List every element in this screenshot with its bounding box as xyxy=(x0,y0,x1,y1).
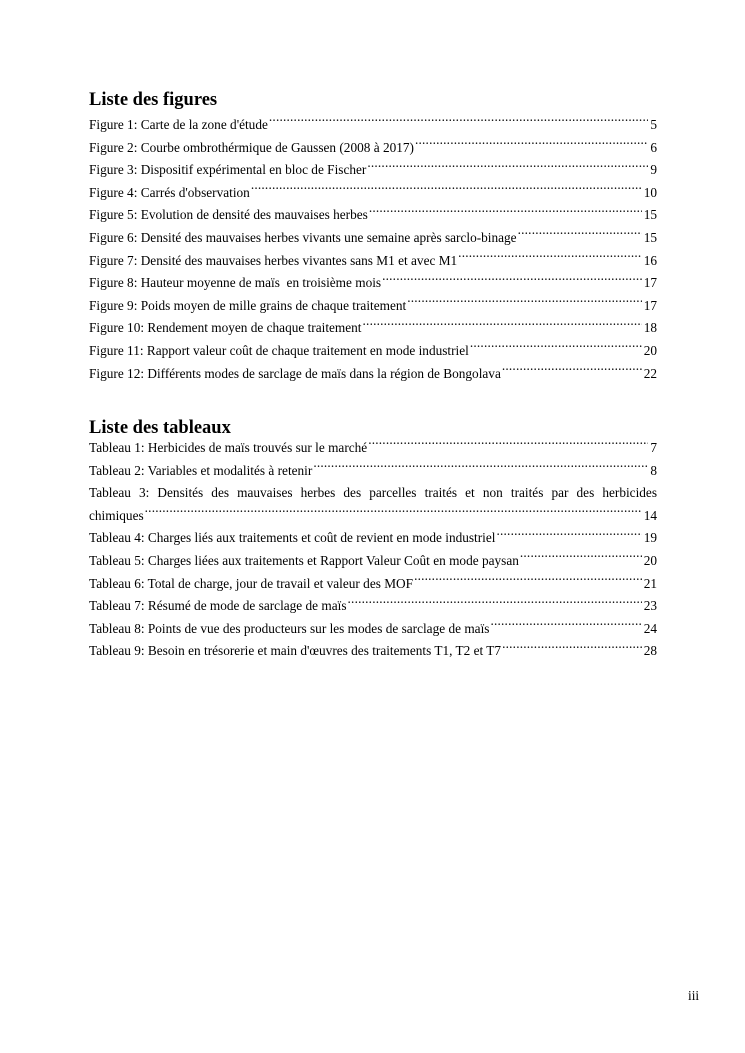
toc-entry-figure-5[interactable] xyxy=(89,204,657,227)
dot-leader xyxy=(369,206,642,219)
toc-entry-label: Figure 10: Rendement moyen de chaque traitement xyxy=(89,320,362,336)
toc-entry-page: 7 xyxy=(650,440,657,455)
dot-leader xyxy=(367,161,648,174)
toc-entry-figure-1[interactable] xyxy=(89,114,657,137)
toc-entry-label: Figure 11: Rapport valeur coût de chaque traitement en mode industriel xyxy=(89,342,469,358)
dot-leader xyxy=(269,116,648,129)
toc-entry-label: Figure 8: Hauteur moyenne de maïs en troisième mois xyxy=(89,275,382,291)
dot-leader xyxy=(363,319,642,332)
toc-entry-figure-12[interactable] xyxy=(89,363,657,386)
toc-entry-label: Tableau 4: Charges liés aux traitements et coût de revient en mode industriel xyxy=(89,530,496,546)
dot-leader xyxy=(518,229,642,242)
toc-entry-label: Figure 6: Densité des mauvaises herbes vivants une semaine après sarclo-binage xyxy=(89,229,517,245)
tables-list-title: Liste des tableaux xyxy=(89,418,231,438)
toc-entry-label: Tableau 9: Besoin en trésorerie et main d'œuvres des traitements T1, T2 et T7 xyxy=(89,643,502,659)
toc-entry-table-5[interactable] xyxy=(89,550,657,573)
dot-leader xyxy=(415,138,648,151)
toc-entry-page: 15 xyxy=(643,207,657,223)
toc-entry-table-3[interactable] xyxy=(89,482,657,527)
toc-entry-label: Figure 3: Dispositif expérimental en bloc de Fischer xyxy=(89,162,367,178)
toc-entry-page: 21 xyxy=(643,575,657,591)
toc-entry-label: Tableau 7: Résumé de mode de sarclage de maïs xyxy=(89,598,347,614)
toc-entry-page: 18 xyxy=(643,320,657,336)
toc-entry-label-line2: chimiques xyxy=(89,507,144,523)
toc-entry-label: Tableau 6: Total de charge, jour de travail et valeur des MOF xyxy=(89,575,414,591)
toc-entry-page: 28 xyxy=(643,643,657,659)
dot-leader xyxy=(470,342,642,355)
dot-leader xyxy=(368,439,648,452)
toc-entry-page: 5 xyxy=(650,117,657,132)
toc-entry-label: Figure 5: Evolution de densité des mauvaises herbes xyxy=(89,207,368,223)
toc-entry-page: 19 xyxy=(643,530,657,546)
toc-entry-table-6[interactable] xyxy=(89,573,657,596)
toc-entry-figure-8[interactable] xyxy=(89,272,657,295)
toc-entry-page: 24 xyxy=(643,620,657,636)
toc-entry-page: 15 xyxy=(643,229,657,245)
toc-entry-page: 10 xyxy=(643,184,657,200)
toc-entry-figure-7[interactable] xyxy=(89,250,657,273)
toc-entry-label: Figure 7: Densité des mauvaises herbes vivantes sans M1 et avec M1 xyxy=(89,252,458,268)
dot-leader xyxy=(145,506,642,519)
toc-entry-page: 23 xyxy=(643,598,657,614)
toc-entry-page: 6 xyxy=(650,139,657,155)
toc-entry-figure-9[interactable] xyxy=(89,295,657,318)
toc-entry-label: Tableau 1: Herbicides de maïs trouvés sur le marché xyxy=(89,440,368,455)
page-number: iii xyxy=(688,988,700,1003)
toc-entry-page: 22 xyxy=(643,365,657,381)
toc-entry-figure-10[interactable] xyxy=(89,317,657,340)
toc-entry-label: Tableau 8: Points de vue des producteurs sur les modes de sarclage de maïs xyxy=(89,620,490,636)
toc-entry-figure-4[interactable] xyxy=(89,182,657,205)
toc-entry-label-line1: Tableau 3: Densités des mauvaises herbes des parcelles traités et non traités par des herbicides xyxy=(89,485,657,501)
toc-entry-table-4[interactable] xyxy=(89,527,657,550)
toc-entry-label: Tableau 2: Variables et modalités à retenir xyxy=(89,462,313,478)
toc-entry-page: 16 xyxy=(643,252,657,268)
dot-leader xyxy=(458,251,642,264)
toc-entry-figure-3[interactable] xyxy=(89,159,657,182)
toc-entry-page: 9 xyxy=(650,162,657,178)
toc-entry-page: 17 xyxy=(643,297,657,313)
dot-leader xyxy=(496,529,641,542)
toc-entry-table-1[interactable] xyxy=(89,437,657,460)
dot-leader xyxy=(407,296,641,309)
dot-leader xyxy=(382,274,642,287)
figures-list xyxy=(89,114,657,385)
dot-leader xyxy=(490,619,641,632)
toc-entry-label: Figure 9: Poids moyen de mille grains de chaque traitement xyxy=(89,297,407,313)
toc-entry-label: Figure 12: Différents modes de sarclage de maïs dans la région de Bongolava xyxy=(89,365,501,381)
toc-entry-figure-6[interactable] xyxy=(89,227,657,250)
dot-leader xyxy=(251,183,642,196)
tables-list xyxy=(89,437,657,663)
toc-entry-label: Figure 4: Carrés d'observation xyxy=(89,184,250,200)
dot-leader xyxy=(502,364,642,377)
toc-entry-label: Figure 2: Courbe ombrothérmique de Gaussen (2008 à 2017) xyxy=(89,139,414,155)
toc-entry-page: 14 xyxy=(643,507,657,523)
toc-entry-table-7[interactable] xyxy=(89,595,657,618)
toc-entry-page: 20 xyxy=(643,552,657,568)
toc-entry-page: 8 xyxy=(650,462,657,478)
toc-entry-table-8[interactable] xyxy=(89,618,657,641)
toc-entry-label: Tableau 5: Charges liées aux traitements et Rapport Valeur Coût en mode paysan xyxy=(89,552,519,568)
dot-leader xyxy=(502,642,642,655)
toc-entry-page: 20 xyxy=(643,342,657,358)
toc-entry-label: Figure 1: Carte de la zone d'étude xyxy=(89,117,268,132)
dot-leader xyxy=(520,552,642,565)
dot-leader xyxy=(348,597,642,610)
toc-entry-figure-11[interactable] xyxy=(89,340,657,363)
toc-entry-line2 xyxy=(89,505,657,528)
dot-leader xyxy=(313,461,648,474)
dot-leader xyxy=(414,574,642,587)
toc-entry-table-2[interactable] xyxy=(89,460,657,483)
toc-entry-figure-2[interactable] xyxy=(89,137,657,160)
toc-entry-table-9[interactable] xyxy=(89,640,657,663)
figures-list-title: Liste des figures xyxy=(89,90,218,110)
toc-entry-page: 17 xyxy=(643,275,657,291)
